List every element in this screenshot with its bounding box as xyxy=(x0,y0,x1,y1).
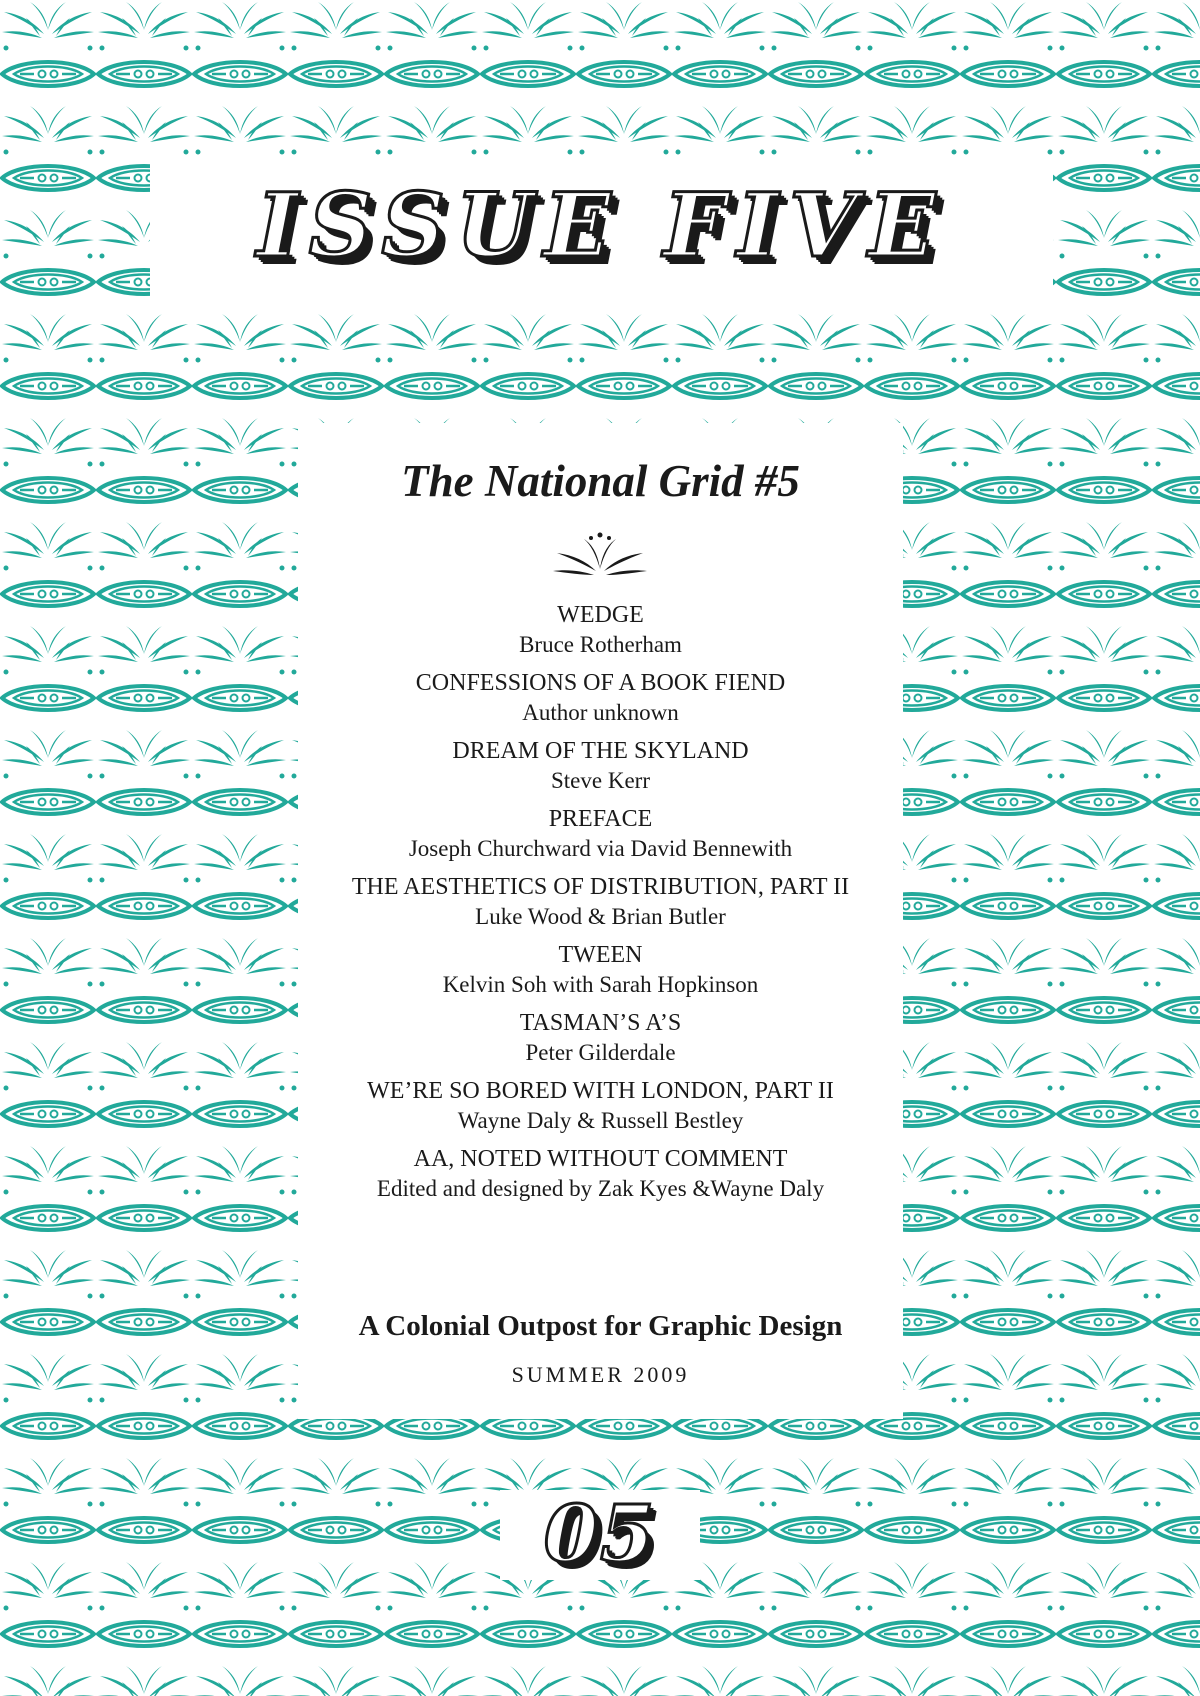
contents-entry xyxy=(298,1145,903,1203)
issue-header: ISSUE FIVE xyxy=(256,173,947,277)
table-of-contents xyxy=(298,601,903,1213)
contents-entry xyxy=(298,941,903,999)
leaf-ornament-icon xyxy=(551,531,649,579)
entry-title: TWEEN xyxy=(558,942,643,968)
issue-season: SUMMER 2009 xyxy=(511,1362,690,1387)
entry-title: PREFACE xyxy=(548,806,653,832)
contents-entry xyxy=(298,873,903,931)
contents-entry xyxy=(298,805,903,863)
entry-title: THE AESTHETICS OF DISTRIBUTION, PART II xyxy=(351,874,850,900)
contents-entry xyxy=(298,601,903,659)
contents-entry xyxy=(298,1009,903,1067)
entry-title: WE’RE SO BORED WITH LONDON, PART II xyxy=(367,1078,834,1104)
entry-author: Wayne Daly & Russell Bestley xyxy=(457,1108,744,1133)
contents-entry xyxy=(298,1077,903,1135)
header-panel xyxy=(150,155,1053,303)
entry-title: TASMAN’S A’S xyxy=(519,1010,682,1036)
entry-author: Edited and designed by Zak Kyes &Wayne Daly xyxy=(376,1176,825,1201)
entry-author: Peter Gilderdale xyxy=(525,1040,676,1065)
tagline: A Colonial Outpost for Graphic Design xyxy=(358,1310,843,1342)
entry-author: Steve Kerr xyxy=(551,768,650,793)
entry-title: DREAM OF THE SKYLAND xyxy=(452,738,749,764)
entry-title: CONFESSIONS OF A BOOK FIEND xyxy=(415,670,786,696)
magazine-title: The National Grid #5 xyxy=(401,456,800,506)
issue-number: 05 xyxy=(500,1490,700,1580)
contents-panel xyxy=(298,423,903,1419)
contents-entry xyxy=(298,669,903,727)
entry-author: Joseph Churchward via David Bennewith xyxy=(408,836,793,861)
entry-author: Bruce Rotherham xyxy=(519,632,682,657)
entry-author: Author unknown xyxy=(522,700,679,725)
contents-entry xyxy=(298,737,903,795)
entry-title: AA, NOTED WITHOUT COMMENT xyxy=(413,1146,788,1172)
entry-author: Luke Wood & Brian Butler xyxy=(475,904,726,929)
entry-author: Kelvin Soh with Sarah Hopkinson xyxy=(442,972,759,997)
entry-title: WEDGE xyxy=(557,602,644,628)
